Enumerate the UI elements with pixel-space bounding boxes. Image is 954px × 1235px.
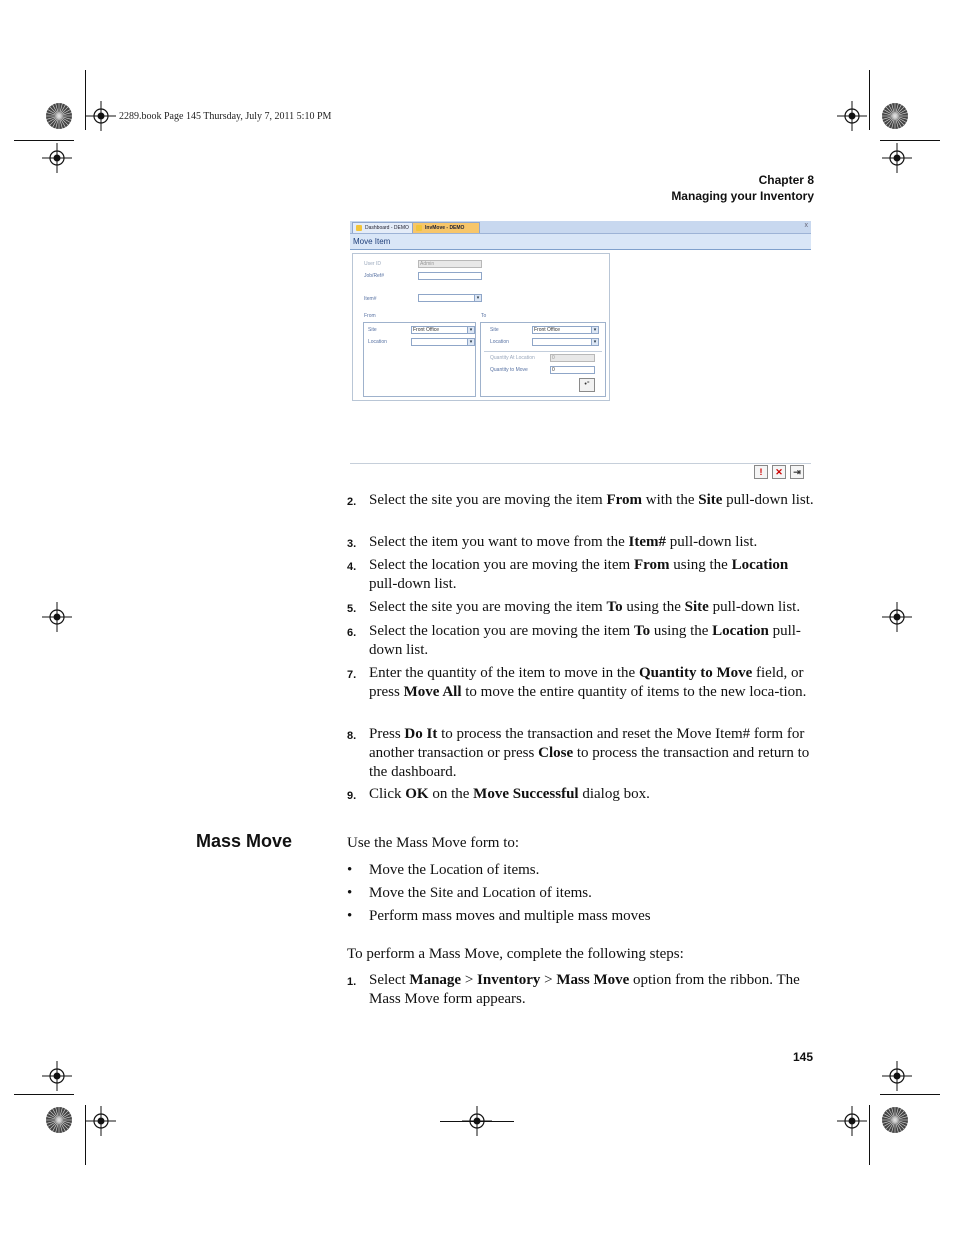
step-text: Select the location you are moving the item To using the Location pull-down list. [369,623,801,658]
step-text: Enter the quantity of the item to move in the Quantity to Move field, or press Move All to move the entire quantity of items to the new loca-tion. [369,665,807,700]
crop-line [85,1105,86,1165]
crosshair-icon [837,101,867,131]
move-all-button[interactable]: •° [579,378,595,392]
step-item [347,725,817,782]
step-number: 6. [347,627,357,639]
final-step [347,971,817,1009]
step-number: 2. [347,496,357,508]
from-site-label: Site [368,327,377,333]
chevron-down-icon: ▾ [591,339,598,345]
crosshair-icon [882,143,912,173]
starburst-icon [881,1106,909,1134]
bullet-glyph: • [347,885,353,901]
step-text: Select the location you are moving the item From using the Location pull-down list. [369,557,789,592]
tab-dashboard[interactable]: Dashboard - DEMO [352,222,414,233]
crosshair-icon [882,602,912,632]
crop-line [440,1121,514,1122]
step-item [347,622,817,660]
steps-intro: To perform a Mass Move, complete the following steps: [347,946,684,962]
divider [484,351,602,352]
close-button[interactable]: ⇥ [790,465,804,479]
tab-icon [356,225,362,231]
job-ref-input[interactable] [418,272,482,280]
to-site-select[interactable]: Front Office ▾ [532,326,599,334]
step-text: Select the item you want to move from the Item# pull-down list. [369,534,758,550]
user-id-field: Admin [418,260,482,268]
chapter-title: Managing your Inventory [671,189,814,203]
tab-bar [350,221,811,234]
chevron-down-icon: ▾ [467,339,474,345]
qty-at-location-label: Quantity At Location [490,355,535,361]
item-label: Item# [364,296,377,302]
close-icon[interactable]: x [804,222,808,229]
print-slug: 2289.book Page 145 Thursday, July 7, 2011 5:10 PM [119,111,332,122]
starburst-icon [45,1106,73,1134]
tab-invmove[interactable]: InvMove - DEMO [412,222,480,233]
step-number: 3. [347,538,357,550]
step-text: Select the site you are moving the item From with the Site pull-down list. [369,492,814,508]
crosshair-icon [42,143,72,173]
list-item [347,884,592,903]
list-item [347,861,539,880]
step-number: 1. [347,976,357,988]
step-item [347,598,817,617]
crosshair-icon [86,101,116,131]
crosshair-icon [86,1106,116,1136]
qty-to-move-label: Quantity to Move [490,367,528,373]
tab-icon [416,225,422,231]
crosshair-icon [882,1061,912,1091]
step-number: 9. [347,790,357,802]
job-ref-label: Job/Ref# [364,273,385,279]
from-label: From [364,313,376,319]
crosshair-icon [42,602,72,632]
from-group [363,322,476,397]
page-number: 145 [793,1050,814,1064]
to-site-label: Site [490,327,499,333]
toolbar-divider [350,463,811,464]
chevron-down-icon: ▾ [474,295,481,301]
crosshair-icon [837,1106,867,1136]
from-site-select[interactable]: Front Office ▾ [411,326,475,334]
step-item [347,533,817,552]
step-item [347,556,817,594]
step-text: Click OK on the Move Successful dialog box. [369,786,650,802]
step-item [347,664,817,702]
chapter-label: Chapter 8 [758,173,814,187]
step-item [347,785,817,804]
list-item-text: Move the Site and Location of items. [369,885,592,901]
list-item [347,907,651,926]
bullet-glyph: • [347,908,353,924]
move-item-screenshot [350,221,811,481]
step-number: 4. [347,561,357,573]
step-text: Press Do It to process the transaction and reset the Move Item# form for another transaction or press Close to process the transaction and return to the dashboard. [369,726,810,780]
crop-line [85,70,86,130]
to-label: To [481,313,487,319]
crop-line [14,140,74,141]
crosshair-icon [42,1061,72,1091]
to-location-label: Location [490,339,509,345]
crop-line [869,70,870,130]
running-head [671,172,814,204]
starburst-icon [45,102,73,130]
do-it-button[interactable]: ! [754,465,768,479]
to-location-select[interactable] [532,338,599,346]
chevron-down-icon: ▾ [591,327,598,333]
qty-at-location-field: 0 [550,354,595,362]
list-item-text: Move the Location of items. [369,862,540,878]
step-number: 7. [347,669,357,681]
step-number: 8. [347,730,357,742]
crop-line [869,1105,870,1165]
to-group [480,322,606,397]
user-id-label: User ID [364,261,381,267]
from-location-label: Location [368,339,387,345]
step-text: Select the site you are moving the item To using the Site pull-down list. [369,599,801,615]
step-text: Select Manage > Inventory > Mass Move option from the ribbon. The Mass Move form appears. [369,972,800,1007]
list-item-text: Perform mass moves and multiple mass moves [369,908,651,924]
crop-line [880,140,940,141]
qty-to-move-input[interactable]: 0 [550,366,595,374]
bullet-glyph: • [347,862,353,878]
cancel-button[interactable]: ✕ [772,465,786,479]
intro-text: Use the Mass Move form to: [347,835,520,851]
item-select[interactable] [418,294,482,302]
chevron-down-icon: ▾ [467,327,474,333]
crop-line [14,1094,74,1095]
step-item [347,491,817,510]
move-item-form [352,253,610,401]
from-location-select[interactable] [411,338,475,346]
form-title: Move Item [350,234,811,250]
step-number: 5. [347,603,357,615]
starburst-icon [881,102,909,130]
section-title: Mass Move [196,831,293,851]
crop-line [880,1094,940,1095]
